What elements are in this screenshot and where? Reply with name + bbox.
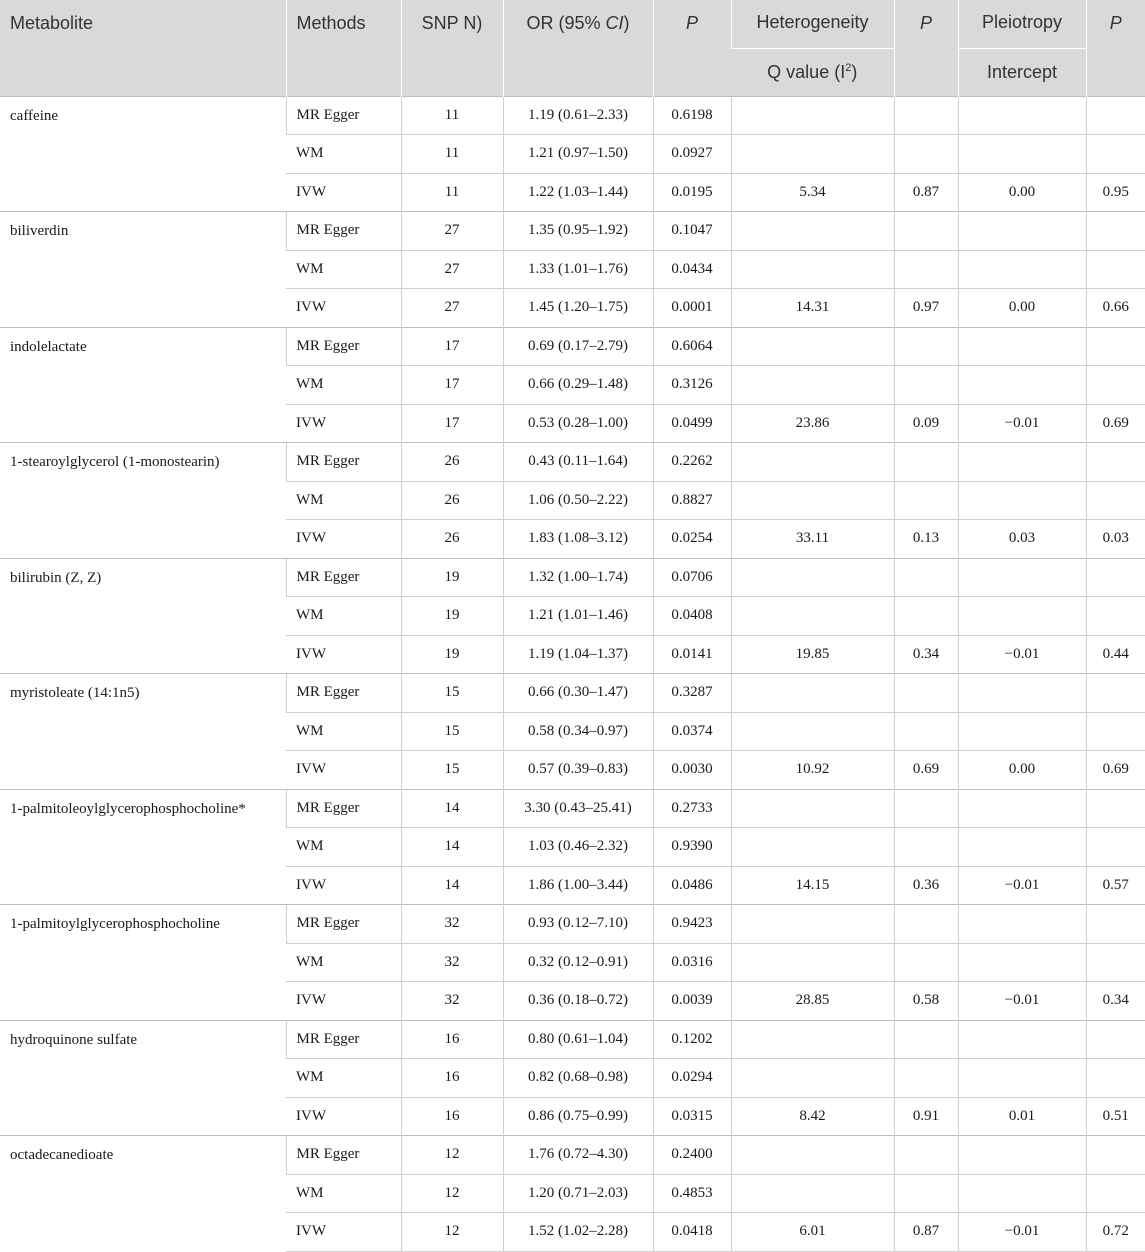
intercept-cell <box>958 1174 1086 1213</box>
intercept-cell <box>958 212 1086 251</box>
snp-cell: 32 <box>401 905 503 944</box>
snp-cell: 26 <box>401 520 503 559</box>
q-value-cell <box>731 1020 894 1059</box>
or-ci-cell: 0.93 (0.12–7.10) <box>503 905 653 944</box>
metabolite-cell: bilirubin (Z, Z) <box>0 558 286 674</box>
or-ci-cell: 0.80 (0.61–1.04) <box>503 1020 653 1059</box>
metabolite-cell: myristoleate (14:1n5) <box>0 674 286 790</box>
metabolite-cell: octadecanedioate <box>0 1136 286 1252</box>
or-ci-cell: 1.83 (1.08–3.12) <box>503 520 653 559</box>
p-value-cell: 0.0254 <box>653 520 731 559</box>
snp-cell: 26 <box>401 443 503 482</box>
or-ci-cell: 1.52 (1.02–2.28) <box>503 1213 653 1252</box>
p-pleiotropy-cell <box>1086 366 1145 405</box>
or-ci-cell: 0.57 (0.39–0.83) <box>503 751 653 790</box>
p-heterogeneity-cell <box>894 789 958 828</box>
q-value-cell <box>731 1136 894 1175</box>
header-metabolite: Metabolite <box>0 0 286 96</box>
intercept-cell: 0.00 <box>958 751 1086 790</box>
table-row <box>0 558 1145 597</box>
q-value-cell <box>731 366 894 405</box>
header-p: P <box>653 0 731 96</box>
p-heterogeneity-cell: 0.87 <box>894 173 958 212</box>
method-cell: MR Egger <box>286 96 401 135</box>
snp-cell: 27 <box>401 289 503 328</box>
q-value-cell <box>731 96 894 135</box>
intercept-cell <box>958 96 1086 135</box>
p-heterogeneity-cell: 0.97 <box>894 289 958 328</box>
snp-cell: 16 <box>401 1020 503 1059</box>
snp-cell: 15 <box>401 712 503 751</box>
q-value-cell: 33.11 <box>731 520 894 559</box>
q-value-cell: 6.01 <box>731 1213 894 1252</box>
metabolite-cell: caffeine <box>0 96 286 212</box>
snp-cell: 32 <box>401 943 503 982</box>
snp-cell: 16 <box>401 1059 503 1098</box>
q-value-cell <box>731 443 894 482</box>
q-value-cell: 23.86 <box>731 404 894 443</box>
p-heterogeneity-cell <box>894 943 958 982</box>
method-cell: MR Egger <box>286 789 401 828</box>
q-value-cell <box>731 828 894 867</box>
p-pleiotropy-cell <box>1086 597 1145 636</box>
method-cell: WM <box>286 250 401 289</box>
table-row <box>0 789 1145 828</box>
p-heterogeneity-cell <box>894 597 958 636</box>
q-value-cell: 14.15 <box>731 866 894 905</box>
p-pleiotropy-cell <box>1086 1020 1145 1059</box>
p-heterogeneity-cell <box>894 327 958 366</box>
intercept-cell <box>958 674 1086 713</box>
snp-cell: 14 <box>401 789 503 828</box>
p-heterogeneity-cell: 0.09 <box>894 404 958 443</box>
p-pleiotropy-cell <box>1086 905 1145 944</box>
p-pleiotropy-cell: 0.69 <box>1086 404 1145 443</box>
q-value-cell <box>731 1174 894 1213</box>
snp-cell: 11 <box>401 135 503 174</box>
method-cell: IVW <box>286 751 401 790</box>
method-cell: IVW <box>286 866 401 905</box>
intercept-cell <box>958 1020 1086 1059</box>
header-q-sup: 2 <box>845 61 852 74</box>
snp-cell: 12 <box>401 1136 503 1175</box>
table-row <box>0 443 1145 482</box>
method-cell: WM <box>286 135 401 174</box>
snp-cell: 12 <box>401 1174 503 1213</box>
intercept-cell: −0.01 <box>958 866 1086 905</box>
or-ci-cell: 0.66 (0.30–1.47) <box>503 674 653 713</box>
or-ci-cell: 1.76 (0.72–4.30) <box>503 1136 653 1175</box>
table-row <box>0 1136 1145 1175</box>
p-value-cell: 0.2262 <box>653 443 731 482</box>
q-value-cell <box>731 905 894 944</box>
method-cell: MR Egger <box>286 443 401 482</box>
header-q-value <box>731 48 894 96</box>
p-value-cell: 0.0408 <box>653 597 731 636</box>
metabolite-cell: 1-stearoylglycerol (1-monostearin) <box>0 443 286 559</box>
p-pleiotropy-cell <box>1086 1174 1145 1213</box>
p-pleiotropy-cell: 0.34 <box>1086 982 1145 1021</box>
method-cell: IVW <box>286 982 401 1021</box>
q-value-cell <box>731 674 894 713</box>
p-value-cell: 0.0316 <box>653 943 731 982</box>
p-heterogeneity-cell <box>894 135 958 174</box>
snp-cell: 19 <box>401 597 503 636</box>
q-value-cell <box>731 712 894 751</box>
or-ci-cell: 0.36 (0.18–0.72) <box>503 982 653 1021</box>
p-heterogeneity-cell <box>894 443 958 482</box>
method-cell: IVW <box>286 404 401 443</box>
metabolite-cell: 1-palmitoleoylglycerophosphocholine* <box>0 789 286 905</box>
intercept-cell <box>958 789 1086 828</box>
p-heterogeneity-cell: 0.13 <box>894 520 958 559</box>
p-heterogeneity-cell: 0.69 <box>894 751 958 790</box>
header-q-suffix: ) <box>851 61 858 82</box>
p-value-cell: 0.4853 <box>653 1174 731 1213</box>
q-value-cell <box>731 212 894 251</box>
p-heterogeneity-cell <box>894 905 958 944</box>
snp-cell: 27 <box>401 250 503 289</box>
p-pleiotropy-cell: 0.57 <box>1086 866 1145 905</box>
method-cell: WM <box>286 943 401 982</box>
method-cell: IVW <box>286 635 401 674</box>
q-value-cell <box>731 597 894 636</box>
p-value-cell: 0.0434 <box>653 250 731 289</box>
or-ci-cell: 1.21 (0.97–1.50) <box>503 135 653 174</box>
intercept-cell <box>958 327 1086 366</box>
method-cell: MR Egger <box>286 1020 401 1059</box>
or-ci-cell: 1.19 (0.61–2.33) <box>503 96 653 135</box>
intercept-cell <box>958 135 1086 174</box>
p-pleiotropy-cell: 0.66 <box>1086 289 1145 328</box>
snp-cell: 17 <box>401 327 503 366</box>
intercept-cell: −0.01 <box>958 1213 1086 1252</box>
method-cell: WM <box>286 712 401 751</box>
p-value-cell: 0.0195 <box>653 173 731 212</box>
intercept-cell <box>958 558 1086 597</box>
p-heterogeneity-cell <box>894 96 958 135</box>
p-pleiotropy-cell <box>1086 96 1145 135</box>
p-heterogeneity-cell: 0.58 <box>894 982 958 1021</box>
or-ci-cell: 0.86 (0.75–0.99) <box>503 1097 653 1136</box>
header-intercept: Intercept <box>958 48 1086 96</box>
or-ci-cell: 3.30 (0.43–25.41) <box>503 789 653 828</box>
p-pleiotropy-cell: 0.03 <box>1086 520 1145 559</box>
p-pleiotropy-cell <box>1086 712 1145 751</box>
metabolite-cell: indolelactate <box>0 327 286 443</box>
or-ci-cell: 0.82 (0.68–0.98) <box>503 1059 653 1098</box>
table-header <box>0 0 1145 96</box>
p-value-cell: 0.3287 <box>653 674 731 713</box>
p-pleiotropy-cell <box>1086 1136 1145 1175</box>
snp-cell: 15 <box>401 751 503 790</box>
p-pleiotropy-cell: 0.72 <box>1086 1213 1145 1252</box>
snp-cell: 11 <box>401 173 503 212</box>
p-pleiotropy-cell <box>1086 943 1145 982</box>
p-heterogeneity-cell <box>894 1136 958 1175</box>
method-cell: WM <box>286 1174 401 1213</box>
p-pleiotropy-cell <box>1086 828 1145 867</box>
p-pleiotropy-cell: 0.51 <box>1086 1097 1145 1136</box>
table-row <box>0 212 1145 251</box>
table-row <box>0 1020 1145 1059</box>
or-ci-cell: 1.33 (1.01–1.76) <box>503 250 653 289</box>
or-ci-cell: 1.86 (1.00–3.44) <box>503 866 653 905</box>
p-value-cell: 0.0706 <box>653 558 731 597</box>
p-pleiotropy-cell <box>1086 212 1145 251</box>
metabolite-cell: 1-palmitoylglycerophosphocholine <box>0 905 286 1021</box>
q-value-cell <box>731 558 894 597</box>
header-q-prefix: Q value (I <box>767 61 846 82</box>
q-value-cell: 19.85 <box>731 635 894 674</box>
q-value-cell <box>731 327 894 366</box>
p-pleiotropy-cell <box>1086 789 1145 828</box>
p-pleiotropy-cell: 0.69 <box>1086 751 1145 790</box>
p-pleiotropy-cell <box>1086 1059 1145 1098</box>
p-value-cell: 0.0039 <box>653 982 731 1021</box>
q-value-cell <box>731 135 894 174</box>
snp-cell: 19 <box>401 635 503 674</box>
p-value-cell: 0.6198 <box>653 96 731 135</box>
p-heterogeneity-cell <box>894 481 958 520</box>
q-value-cell <box>731 481 894 520</box>
or-ci-cell: 0.69 (0.17–2.79) <box>503 327 653 366</box>
or-ci-cell: 1.22 (1.03–1.44) <box>503 173 653 212</box>
p-value-cell: 0.9390 <box>653 828 731 867</box>
header-heterogeneity: Heterogeneity <box>731 0 894 48</box>
method-cell: MR Egger <box>286 212 401 251</box>
header-snp-n: SNP N) <box>401 0 503 96</box>
intercept-cell <box>958 250 1086 289</box>
method-cell: WM <box>286 481 401 520</box>
intercept-cell: 0.00 <box>958 173 1086 212</box>
snp-cell: 17 <box>401 366 503 405</box>
p-heterogeneity-cell: 0.91 <box>894 1097 958 1136</box>
p-heterogeneity-cell: 0.36 <box>894 866 958 905</box>
or-ci-cell: 1.45 (1.20–1.75) <box>503 289 653 328</box>
p-pleiotropy-cell <box>1086 443 1145 482</box>
intercept-cell <box>958 481 1086 520</box>
header-or-suffix: ) <box>623 13 630 33</box>
intercept-cell: −0.01 <box>958 635 1086 674</box>
p-heterogeneity-cell: 0.87 <box>894 1213 958 1252</box>
p-pleiotropy-cell <box>1086 674 1145 713</box>
header-p-pleiotropy: P <box>1086 0 1145 96</box>
snp-cell: 16 <box>401 1097 503 1136</box>
intercept-cell: 0.01 <box>958 1097 1086 1136</box>
table-row <box>0 327 1145 366</box>
p-heterogeneity-cell: 0.34 <box>894 635 958 674</box>
intercept-cell <box>958 712 1086 751</box>
snp-cell: 26 <box>401 481 503 520</box>
p-heterogeneity-cell <box>894 558 958 597</box>
snp-cell: 17 <box>401 404 503 443</box>
p-value-cell: 0.3126 <box>653 366 731 405</box>
method-cell: IVW <box>286 1213 401 1252</box>
p-heterogeneity-cell <box>894 674 958 713</box>
p-value-cell: 0.0001 <box>653 289 731 328</box>
metabolite-cell: hydroquinone sulfate <box>0 1020 286 1136</box>
method-cell: MR Egger <box>286 327 401 366</box>
or-ci-cell: 0.53 (0.28–1.00) <box>503 404 653 443</box>
intercept-cell <box>958 943 1086 982</box>
or-ci-cell: 1.03 (0.46–2.32) <box>503 828 653 867</box>
p-value-cell: 0.2733 <box>653 789 731 828</box>
q-value-cell <box>731 1059 894 1098</box>
header-or-prefix: OR (95% <box>526 13 606 33</box>
intercept-cell: 0.03 <box>958 520 1086 559</box>
snp-cell: 14 <box>401 828 503 867</box>
p-value-cell: 0.0486 <box>653 866 731 905</box>
method-cell: IVW <box>286 173 401 212</box>
p-heterogeneity-cell <box>894 712 958 751</box>
snp-cell: 27 <box>401 212 503 251</box>
p-value-cell: 0.0418 <box>653 1213 731 1252</box>
intercept-cell <box>958 905 1086 944</box>
intercept-cell: 0.00 <box>958 289 1086 328</box>
or-ci-cell: 1.20 (0.71–2.03) <box>503 1174 653 1213</box>
intercept-cell: −0.01 <box>958 404 1086 443</box>
p-value-cell: 0.8827 <box>653 481 731 520</box>
intercept-cell <box>958 1136 1086 1175</box>
method-cell: IVW <box>286 1097 401 1136</box>
header-pleiotropy: Pleiotropy <box>958 0 1086 48</box>
table-body <box>0 96 1145 1251</box>
table-row <box>0 905 1145 944</box>
q-value-cell: 5.34 <box>731 173 894 212</box>
p-value-cell: 0.1047 <box>653 212 731 251</box>
p-heterogeneity-cell <box>894 366 958 405</box>
p-heterogeneity-cell <box>894 212 958 251</box>
header-or-ci <box>503 0 653 96</box>
method-cell: IVW <box>286 289 401 328</box>
or-ci-cell: 1.19 (1.04–1.37) <box>503 635 653 674</box>
p-pleiotropy-cell <box>1086 481 1145 520</box>
p-pleiotropy-cell: 0.95 <box>1086 173 1145 212</box>
method-cell: MR Egger <box>286 674 401 713</box>
header-p-heterogeneity: P <box>894 0 958 96</box>
q-value-cell <box>731 250 894 289</box>
or-ci-cell: 0.58 (0.34–0.97) <box>503 712 653 751</box>
q-value-cell <box>731 943 894 982</box>
p-value-cell: 0.0499 <box>653 404 731 443</box>
snp-cell: 32 <box>401 982 503 1021</box>
p-heterogeneity-cell <box>894 1059 958 1098</box>
method-cell: IVW <box>286 520 401 559</box>
snp-cell: 19 <box>401 558 503 597</box>
or-ci-cell: 1.32 (1.00–1.74) <box>503 558 653 597</box>
p-value-cell: 0.0374 <box>653 712 731 751</box>
p-heterogeneity-cell <box>894 828 958 867</box>
method-cell: MR Egger <box>286 905 401 944</box>
p-heterogeneity-cell <box>894 1174 958 1213</box>
snp-cell: 11 <box>401 96 503 135</box>
table-row <box>0 674 1145 713</box>
method-cell: WM <box>286 1059 401 1098</box>
p-value-cell: 0.0141 <box>653 635 731 674</box>
intercept-cell: −0.01 <box>958 982 1086 1021</box>
p-heterogeneity-cell <box>894 1020 958 1059</box>
intercept-cell <box>958 443 1086 482</box>
or-ci-cell: 0.32 (0.12–0.91) <box>503 943 653 982</box>
or-ci-cell: 1.06 (0.50–2.22) <box>503 481 653 520</box>
method-cell: WM <box>286 828 401 867</box>
p-value-cell: 0.0030 <box>653 751 731 790</box>
header-or-ci-italic: CI <box>605 13 624 33</box>
method-cell: MR Egger <box>286 558 401 597</box>
p-value-cell: 0.6064 <box>653 327 731 366</box>
or-ci-cell: 0.66 (0.29–1.48) <box>503 366 653 405</box>
or-ci-cell: 1.21 (1.01–1.46) <box>503 597 653 636</box>
or-ci-cell: 0.43 (0.11–1.64) <box>503 443 653 482</box>
p-value-cell: 0.0927 <box>653 135 731 174</box>
intercept-cell <box>958 597 1086 636</box>
table-row <box>0 96 1145 135</box>
header-methods: Methods <box>286 0 401 96</box>
p-value-cell: 0.0315 <box>653 1097 731 1136</box>
p-pleiotropy-cell <box>1086 135 1145 174</box>
p-value-cell: 0.9423 <box>653 905 731 944</box>
snp-cell: 12 <box>401 1213 503 1252</box>
p-heterogeneity-cell <box>894 250 958 289</box>
snp-cell: 14 <box>401 866 503 905</box>
p-pleiotropy-cell <box>1086 327 1145 366</box>
p-pleiotropy-cell: 0.44 <box>1086 635 1145 674</box>
q-value-cell: 8.42 <box>731 1097 894 1136</box>
p-value-cell: 0.2400 <box>653 1136 731 1175</box>
p-pleiotropy-cell <box>1086 250 1145 289</box>
q-value-cell <box>731 789 894 828</box>
p-pleiotropy-cell <box>1086 558 1145 597</box>
metabolite-cell: biliverdin <box>0 212 286 328</box>
intercept-cell <box>958 1059 1086 1098</box>
q-value-cell: 28.85 <box>731 982 894 1021</box>
method-cell: WM <box>286 366 401 405</box>
or-ci-cell: 1.35 (0.95–1.92) <box>503 212 653 251</box>
q-value-cell: 14.31 <box>731 289 894 328</box>
p-value-cell: 0.1202 <box>653 1020 731 1059</box>
p-value-cell: 0.0294 <box>653 1059 731 1098</box>
method-cell: MR Egger <box>286 1136 401 1175</box>
snp-cell: 15 <box>401 674 503 713</box>
method-cell: WM <box>286 597 401 636</box>
intercept-cell <box>958 828 1086 867</box>
intercept-cell <box>958 366 1086 405</box>
q-value-cell: 10.92 <box>731 751 894 790</box>
